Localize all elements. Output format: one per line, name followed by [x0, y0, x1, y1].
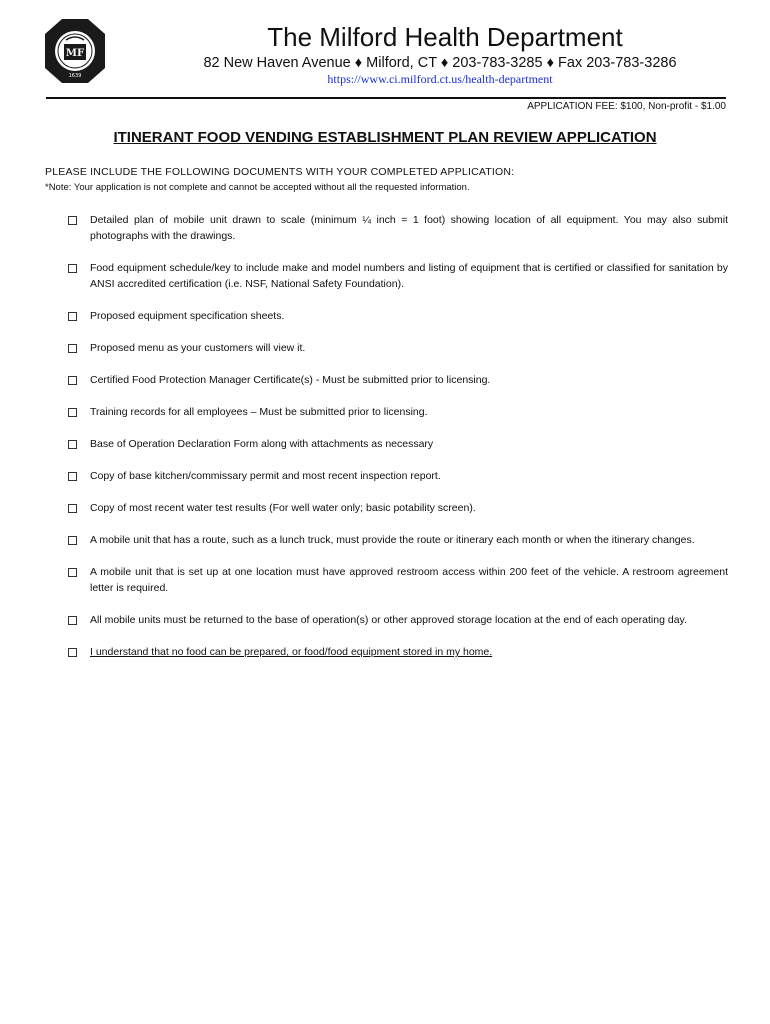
- checkbox[interactable]: [68, 440, 77, 449]
- checklist-item-text: Certified Food Protection Manager Certificate(s) - Must be submitted prior to licensing.: [90, 374, 491, 386]
- checklist-item-text: Food equipment schedule/key to include make and model numbers and listing of equipment that is certified or classified for sanitation by ANSI accredited certification (i.e. NSF, National Safety Foundation).: [90, 262, 728, 290]
- page-title: The Milford Health Department: [267, 22, 623, 52]
- checklist-item-text: Proposed equipment specification sheets.: [90, 310, 285, 322]
- checkbox[interactable]: [68, 376, 77, 385]
- checklist-item: [68, 308, 728, 324]
- checklist-item-text: Base of Operation Declaration Form along with attachments as necessary: [90, 438, 434, 450]
- department-address: 82 New Haven Avenue ♦ Milford, CT ♦ 203-783-3285 ♦ Fax 203-783-3286: [203, 55, 677, 71]
- department-website-link[interactable]: https://www.ci.milford.ct.us/health-department: [327, 72, 553, 86]
- checklist-item: [68, 468, 728, 484]
- checkbox[interactable]: [68, 472, 77, 481]
- checkbox[interactable]: [68, 216, 77, 225]
- instructions-heading: PLEASE INCLUDE THE FOLLOWING DOCUMENTS WITH YOUR COMPLETED APPLICATION:: [45, 166, 515, 178]
- checklist-item-text: All mobile units must be returned to the base of operation(s) or other approved storage location at the end of each operating day.: [90, 614, 687, 626]
- checklist-item-text: I understand that no food can be prepared, or food/food equipment stored in my home.: [90, 646, 493, 658]
- checklist-item: [68, 532, 728, 548]
- checklist-item-text: Training records for all employees – Must be submitted prior to licensing.: [90, 406, 428, 418]
- checklist-item: [68, 260, 728, 292]
- checkbox[interactable]: [68, 536, 77, 545]
- checkbox[interactable]: [68, 264, 77, 273]
- checklist-item: [68, 436, 728, 452]
- checkbox[interactable]: [68, 504, 77, 513]
- checklist-item: [68, 564, 728, 596]
- checklist-item: [68, 500, 728, 516]
- checklist-item: [68, 644, 728, 660]
- checklist-item: [68, 340, 728, 356]
- checklist-item-text: A mobile unit that has a route, such as a lunch truck, must provide the route or itinerary each month or when the itinerary changes.: [90, 534, 695, 546]
- checklist-item-text: Copy of most recent water test results (For well water only; basic potability screen).: [90, 502, 476, 514]
- checklist-item-text: Detailed plan of mobile unit drawn to scale (minimum ¼ inch = 1 foot) showing location of all equipment. You may also submit photographs with the drawings.: [90, 214, 728, 242]
- application-fee: APPLICATION FEE: $100, Non-profit - $1.00: [527, 101, 726, 112]
- seal-monogram: MF: [65, 48, 85, 59]
- checkbox[interactable]: [68, 568, 77, 577]
- checklist-item: [68, 372, 728, 388]
- checklist-item: [68, 212, 728, 244]
- milford-health-seal-logo: [44, 18, 106, 84]
- checklist-item: [68, 404, 728, 420]
- checkbox[interactable]: [68, 312, 77, 321]
- seal-year: 1639: [68, 73, 82, 79]
- checkbox[interactable]: [68, 648, 77, 657]
- checkbox[interactable]: [68, 616, 77, 625]
- checklist-item-text: Proposed menu as your customers will view it.: [90, 342, 306, 354]
- checklist-item-text: A mobile unit that is set up at one location must have approved restroom access within 200 feet of the vehicle. A restroom agreement letter is required.: [90, 566, 728, 594]
- checkbox[interactable]: [68, 408, 77, 417]
- checklist-item-text: Copy of base kitchen/commissary permit and most recent inspection report.: [90, 470, 441, 482]
- checklist-item: [68, 612, 728, 628]
- requirement-note: *Note: Your application is not complete and cannot be accepted without all the requested information.: [45, 182, 470, 193]
- header-divider: [46, 97, 726, 99]
- document-title: ITINERANT FOOD VENDING ESTABLISHMENT PLAN REVIEW APPLICATION: [113, 129, 657, 146]
- checkbox[interactable]: [68, 344, 77, 353]
- document-checklist: [68, 212, 728, 660]
